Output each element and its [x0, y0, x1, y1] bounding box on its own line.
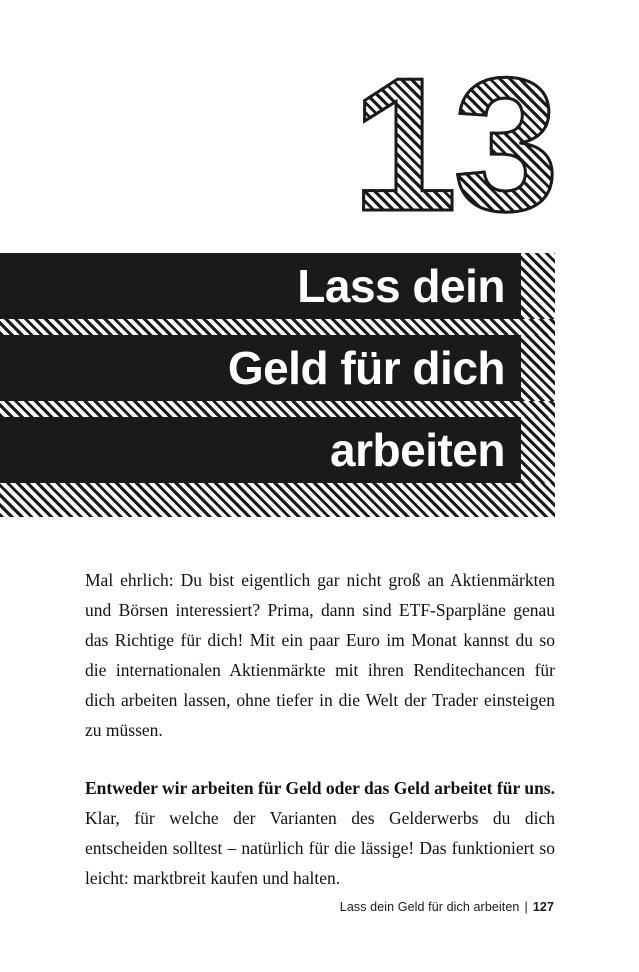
paragraph-2-lead: Entweder wir arbeiten für Geld oder das Geld arbeitet für uns.: [85, 778, 555, 798]
title-band-3-hatch: [521, 417, 555, 483]
footer-running-title: Lass dein Geld für dich arbeiten: [339, 900, 520, 914]
title-band-1: [0, 253, 555, 319]
paragraph-2-text: Klar, für welche der Varianten des Gelderwerbs du dich entscheiden solltest – natürlich für die lässige! Das funktioniert so leicht: marktbreit kaufen und halten.: [85, 808, 555, 888]
footer-separator: |: [524, 900, 528, 914]
chapter-title-line-1: Lass dein: [297, 260, 505, 312]
chapter-number: 13: [351, 39, 555, 251]
paragraph-1-text: Mal ehrlich: Du bist eigentlich gar nicht groß an Aktienmärkten und Börsen interessiert? Prima, dann sind ETF-Sparpläne genau das Richtige für dich! Mit ein paar Euro im Monat kannst du so die internationalen Aktienmärkte mit ihren Renditechancen für dich arbeiten lassen, ohne tiefer in die Welt der Trader einsteigen zu müssen.: [85, 570, 555, 740]
title-hatch-divider-1: [0, 319, 555, 335]
title-hatch-divider-2: [0, 401, 555, 417]
title-hatch-footer: [0, 483, 555, 517]
title-band-1-hatch: [521, 253, 555, 319]
page-footer: [0, 900, 639, 914]
footer-page-number: 127: [532, 900, 554, 914]
chapter-number-area: [0, 39, 555, 251]
chapter-title-line-2: Geld für dich: [227, 342, 505, 394]
title-band-2-hatch: [521, 335, 555, 401]
body-copy: [85, 565, 555, 893]
chapter-title-block: [0, 253, 555, 517]
title-band-3: [0, 417, 555, 483]
chapter-title-line-3: arbeiten: [330, 424, 505, 476]
title-band-2: [0, 335, 555, 401]
paragraph-2: [85, 773, 555, 893]
paragraph-1: [85, 565, 555, 745]
